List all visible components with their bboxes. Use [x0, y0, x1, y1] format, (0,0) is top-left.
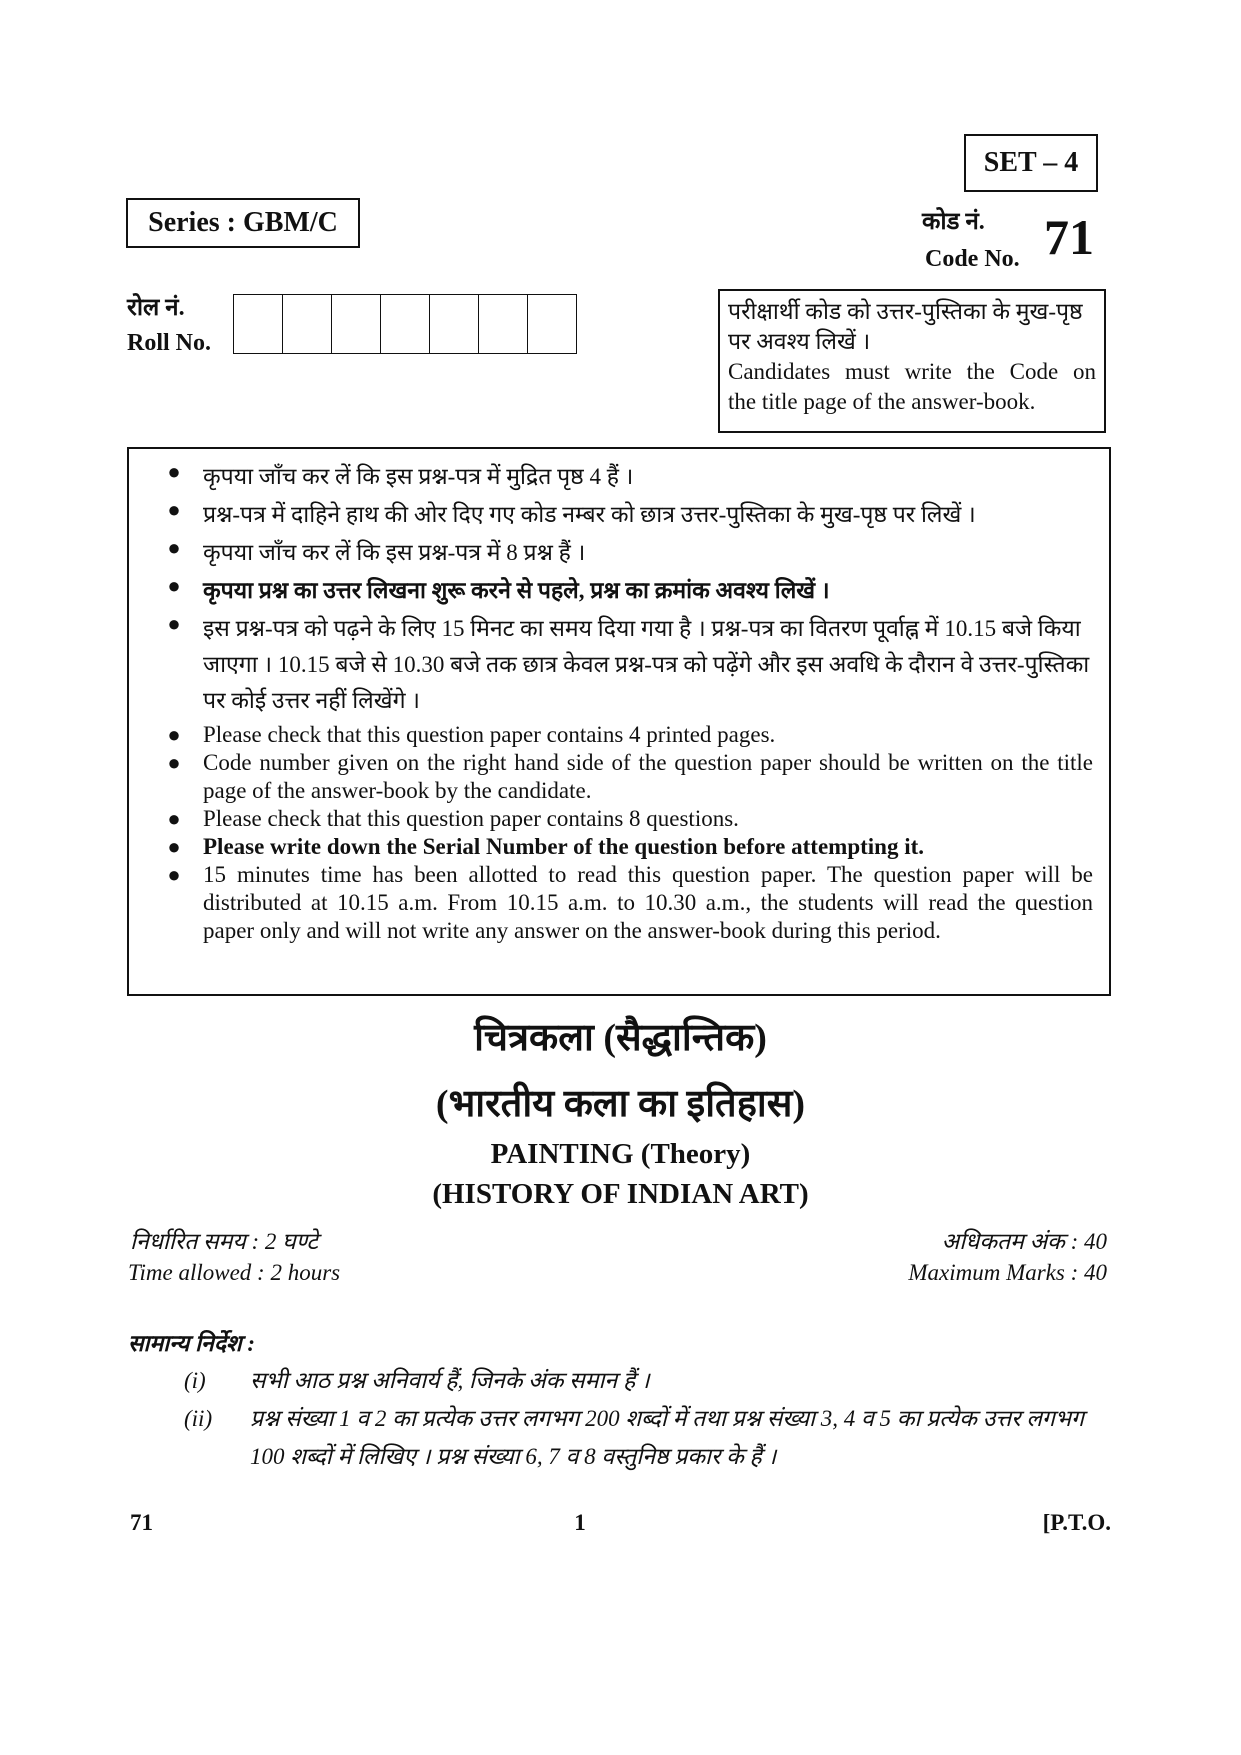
roll-number-cell[interactable]	[332, 295, 381, 353]
instruction-item	[145, 721, 1093, 749]
instruction-text: कृपया जाँच कर लें कि इस प्रश्न-पत्र में मुद्रित पृष्ठ 4 हैं ।	[203, 464, 634, 489]
subject-subtitle-hindi: (भारतीय कला का इतिहास)	[435, 1083, 806, 1125]
instructions-hindi	[145, 459, 1093, 719]
instruction-text: इस प्रश्न-पत्र को पढ़ने के लिए 15 मिनट का समय दिया गया है । प्रश्न-पत्र का वितरण पूर्वाह्न में 10.15 बजे किया जाएगा । 10.15 बजे से 10.30 बजे तक छात्र केवल प्रश्न-पत्र को पढ़ेंगे और इस अवधि के दौरान वे उत्तर-पुस्तिका पर कोई उत्तर नहीं लिखेंगे ।	[203, 616, 1090, 713]
bullet-icon: ●	[167, 806, 181, 831]
general-instructions-list	[184, 1362, 1094, 1476]
code-label-en: Code No.	[925, 246, 1020, 272]
max-marks-en: Maximum Marks : 40	[908, 1260, 1107, 1285]
bullet-icon: ●	[167, 722, 181, 747]
notice-hindi-line-1: परीक्षार्थी कोड को उत्तर-पुस्तिका के मुख-पृष्ठ	[728, 299, 1083, 324]
time-allowed-en: Time allowed : 2 hours	[128, 1260, 341, 1285]
bullet-icon: ●	[167, 573, 181, 598]
general-instruction-text: प्रश्न संख्या 1 व 2 का प्रत्येक उत्तर लगभग 200 शब्दों में तथा प्रश्न संख्या 3, 4 व 5 का प्रत्येक उत्तर लगभग 100 शब्दों में लिखिए । प्रश्न संख्या 6, 7 व 8 वस्तुनिष्ठ प्रकार के हैं ।	[250, 1406, 1085, 1469]
instruction-text: Please write down the Serial Number of the question before attempting it.	[203, 834, 925, 859]
code-notice-box	[718, 289, 1106, 433]
notice-en-line-1: Candidates must write the Code on	[728, 359, 1096, 384]
general-instruction-number: (i)	[184, 1368, 206, 1393]
instruction-text: Please check that this question paper contains 8 questions.	[203, 806, 739, 831]
bullet-icon: ●	[167, 535, 181, 560]
bullet-icon: ●	[167, 834, 181, 859]
time-allowed-hindi: निर्धारित समय : 2 घण्टे	[130, 1229, 318, 1254]
code-label-hindi: कोड नं.	[922, 209, 985, 235]
instructions-box	[127, 447, 1111, 996]
notice-hindi-line-2: पर अवश्य लिखें ।	[728, 329, 871, 354]
instruction-item	[145, 573, 1093, 609]
instruction-text: कृपया प्रश्न का उत्तर लिखना शुरू करने से पहले, प्रश्न का क्रमांक अवश्य लिखें ।	[203, 578, 830, 603]
general-instruction-item	[184, 1400, 1094, 1476]
instruction-text: Please check that this question paper contains 4 printed pages.	[203, 722, 776, 747]
instruction-item	[145, 611, 1093, 719]
series-label: Series : GBM/C	[126, 198, 360, 248]
bullet-icon: ●	[167, 611, 181, 636]
code-number: 71	[1044, 209, 1094, 265]
notice-en-line-2: the title page of the answer-book.	[728, 389, 1036, 414]
instruction-text: Code number given on the right hand side of the question paper should be written on the title page of the answer-book by the candidate.	[203, 750, 1093, 803]
general-instruction-text: सभी आठ प्रश्न अनिवार्य हैं, जिनके अंक समान हैं ।	[250, 1368, 650, 1393]
bullet-icon: ●	[167, 497, 181, 522]
general-instruction-number: (ii)	[184, 1406, 213, 1431]
roll-number-cell[interactable]	[430, 295, 479, 353]
roll-number-cell[interactable]	[381, 295, 430, 353]
bullet-icon: ●	[167, 862, 181, 887]
roll-number-cell[interactable]	[479, 295, 528, 353]
instruction-text: कृपया जाँच कर लें कि इस प्रश्न-पत्र में 8 प्रश्न हैं ।	[203, 540, 586, 565]
roll-number-cell[interactable]	[234, 295, 283, 353]
bullet-icon: ●	[167, 750, 181, 775]
max-marks-hindi: अधिकतम अंक : 40	[941, 1229, 1107, 1254]
instruction-item	[145, 805, 1093, 833]
subject-subtitle-en: (HISTORY OF INDIAN ART)	[432, 1178, 809, 1210]
instructions-english	[145, 721, 1093, 945]
general-instructions-heading: सामान्य निर्देश :	[128, 1331, 256, 1356]
roll-number-grid[interactable]	[233, 294, 577, 354]
instruction-text: 15 minutes time has been allotted to read this question paper. The question paper will be distributed at 10.15 a.m. From 10.15 a.m. to 10.30 a.m., the students will read the question paper only and will not write any answer on the answer-book during this period.	[203, 862, 1093, 943]
general-instruction-item	[184, 1362, 1094, 1400]
subject-title-hindi: चित्रकला (सैद्धान्तिक)	[474, 1017, 767, 1059]
instruction-item	[145, 459, 1093, 495]
roll-label-hindi: रोल नं.	[127, 295, 185, 321]
footer-code: 71	[130, 1510, 153, 1535]
instruction-text: प्रश्न-पत्र में दाहिने हाथ की ओर दिए गए कोड नम्बर को छात्र उत्तर-पुस्तिका के मुख-पृष्ठ पर लिखें ।	[203, 502, 976, 527]
roll-number-cell[interactable]	[283, 295, 332, 353]
roll-number-cell[interactable]	[528, 295, 576, 353]
instruction-item	[145, 535, 1093, 571]
instruction-item	[145, 749, 1093, 805]
subject-title-en: PAINTING (Theory)	[490, 1138, 751, 1170]
set-label: SET – 4	[964, 134, 1098, 192]
footer-page-number: 1	[574, 1510, 586, 1535]
footer-pto: [P.T.O.	[1042, 1510, 1111, 1535]
instruction-item	[145, 497, 1093, 533]
instruction-item	[145, 833, 1093, 861]
bullet-icon: ●	[167, 459, 181, 484]
roll-label-en: Roll No.	[127, 330, 211, 356]
instruction-item	[145, 861, 1093, 945]
